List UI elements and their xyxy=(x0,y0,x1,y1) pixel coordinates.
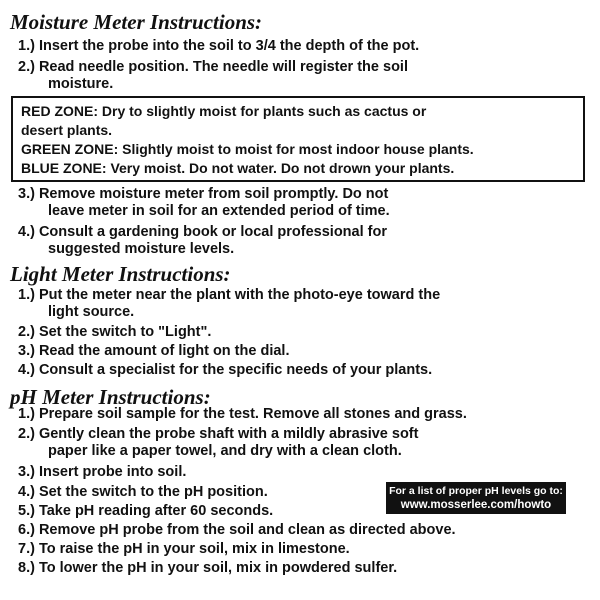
ph-step-2-line-2: paper like a paper towel, and dry with a clean cloth. xyxy=(48,443,402,459)
ph-step-2 xyxy=(18,426,418,460)
callout-text: For a list of proper pH levels go to: xyxy=(389,485,563,497)
moisture-step-3-line-1: 3.) Remove moisture meter from soil promptly. Do not xyxy=(18,186,389,202)
light-step-4: 4.) Consult a specialist for the specific needs of your plants. xyxy=(18,362,433,378)
red-zone-line-1: RED ZONE: Dry to slightly moist for plants such as cactus or xyxy=(21,103,427,119)
green-zone: GREEN ZONE: Slightly moist to moist for most indoor house plants. xyxy=(21,141,474,157)
moisture-step-4-line-2: suggested moisture levels. xyxy=(48,241,235,257)
moisture-zone-box xyxy=(11,96,585,182)
moisture-step-4-line-1: 4.) Consult a gardening book or local professional for xyxy=(18,224,387,240)
ph-step-1: 1.) Prepare soil sample for the test. Remove all stones and grass. xyxy=(18,406,467,422)
light-step-3: 3.) Read the amount of light on the dial. xyxy=(18,343,290,359)
ph-step-6: 6.) Remove pH probe from the soil and clean as directed above. xyxy=(18,522,456,538)
moisture-step-3-line-2: leave meter in soil for an extended period of time. xyxy=(48,203,390,219)
callout-url: www.mosserlee.com/howto xyxy=(400,499,552,511)
moisture-heading: Moisture Meter Instructions: xyxy=(10,10,263,34)
moisture-step-2-line-1: 2.) Read needle position. The needle will register the soil xyxy=(18,59,408,75)
red-zone-line-2: desert plants. xyxy=(21,122,113,138)
light-step-1-line-1: 1.) Put the meter near the plant with the photo-eye toward the xyxy=(18,287,441,303)
moisture-step-3 xyxy=(18,186,390,220)
light-step-1 xyxy=(18,287,440,321)
moisture-step-4 xyxy=(18,224,387,258)
ph-step-4: 4.) Set the switch to the pH position. xyxy=(18,484,268,500)
ph-levels-callout xyxy=(386,482,566,514)
light-step-2: 2.) Set the switch to "Light". xyxy=(18,324,212,340)
ph-step-8: 8.) To lower the pH in your soil, mix in powdered sulfer. xyxy=(18,560,398,576)
moisture-step-1: 1.) Insert the probe into the soil to 3/4 the depth of the pot. xyxy=(18,38,420,54)
ph-step-3: 3.) Insert probe into soil. xyxy=(18,464,187,480)
ph-step-5: 5.) Take pH reading after 60 seconds. xyxy=(18,503,274,519)
blue-zone: BLUE ZONE: Very moist. Do not water. Do not drown your plants. xyxy=(21,160,455,176)
light-heading: Light Meter Instructions: xyxy=(10,262,231,286)
ph-heading: pH Meter Instructions: xyxy=(10,385,211,409)
ph-step-7: 7.) To raise the pH in your soil, mix in limestone. xyxy=(18,541,350,557)
moisture-step-2 xyxy=(18,59,408,93)
light-step-1-line-2: light source. xyxy=(48,304,135,320)
ph-step-2-line-1: 2.) Gently clean the probe shaft with a mildly abrasive soft xyxy=(18,426,419,442)
moisture-step-2-line-2: moisture. xyxy=(48,76,114,92)
